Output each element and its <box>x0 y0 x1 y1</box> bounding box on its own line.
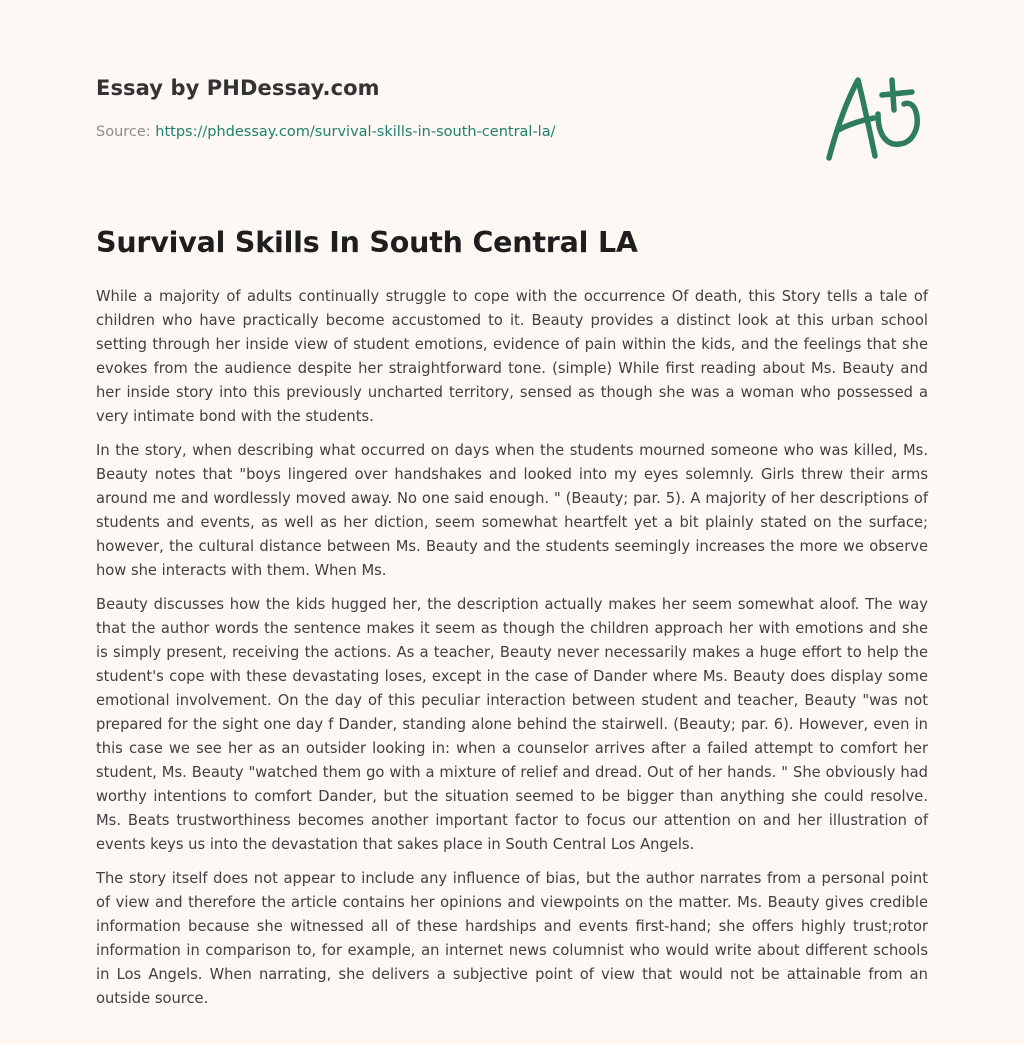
source-link[interactable]: https://phdessay.com/survival-skills-in-south-central-la/ <box>155 124 556 140</box>
essay-paragraph-1: While a majority of adults continually struggle to cope with the occurrence Of death, this Story tells a tale of children who have practically become accustomed to it. Beauty provides a distinct look at this urban school setting through her inside view of student emotions, evidence of pain within the kids, and the feelings that she evokes from the audience despite her straightforward tone. (simple) While first reading about Ms. Beauty and her inside story into this previously uncharted territory, sensed as though she was a woman who possessed a very intimate bond with the students. <box>96 288 928 425</box>
essay-body <box>96 285 928 1021</box>
a-plus-grade-icon <box>822 68 928 166</box>
essay-paragraph-4: The story itself does not appear to include any influence of bias, but the author narrates from a personal point of view and therefore the article contains her opinions and viewpoints on the matter. Ms. Beauty gives credible information because she witnessed all of these hardships and events first-hand; she offers highly trust;rotor information in comparison to, for example, an internet news columnist who would write about different schools in Los Angels. When narrating, she delivers a subjective point of view that would not be attainable from an outside source. <box>96 870 928 1007</box>
brand-title: Essay by PHDessay.com <box>96 76 380 100</box>
source-line <box>96 124 555 140</box>
essay-paragraph-2: In the story, when describing what occurred on days when the students mourned someone who was killed, Ms. Beauty notes that "boys lingered over handshakes and looked into my eyes solemnly. Girls threw their arms around me and wordlessly moved away. No one said enough. " (Beauty; par. 5). A majority of her descriptions of students and events, as well as her diction, seem somewhat heartfelt yet a bit plainly stated on the surface; however, the cultural distance between Ms. Beauty and the students seemingly increases the more we observe how she interacts with them. When Ms. <box>96 442 928 579</box>
essay-paragraph-3: Beauty discusses how the kids hugged her, the description actually makes her seem somewhat aloof. The way that the author words the sentence makes it seem as though the children approach her with emotions and she is simply present, receiving the actions. As a teacher, Beauty never necessarily makes a huge effort to help the student's cope with these devastating loses, except in the case of Dander where Ms. Beauty does display some emotional involvement. On the day of this peculiar interaction between student and teacher, Beauty "was not prepared for the sight one day f Dander, standing alone behind the stairwell. (Beauty; par. 6). However, even in this case we see her as an outsider looking in: when a counselor arrives after a failed attempt to comfort her student, Ms. Beauty "watched them go with a mixture of relief and dread. Out of her hands. " She obviously had worthy intentions to comfort Dander, but the situation seemed to be bigger than anything she could resolve. Ms. Beats trustworthiness becomes another important factor to focus our attention on and her illustration of events keys us into the devastation that sakes place in South Central Los Angels. <box>96 596 928 853</box>
essay-title: Survival Skills In South Central LA <box>96 226 638 259</box>
essay-header <box>96 76 928 140</box>
source-label: Source: <box>96 124 151 140</box>
